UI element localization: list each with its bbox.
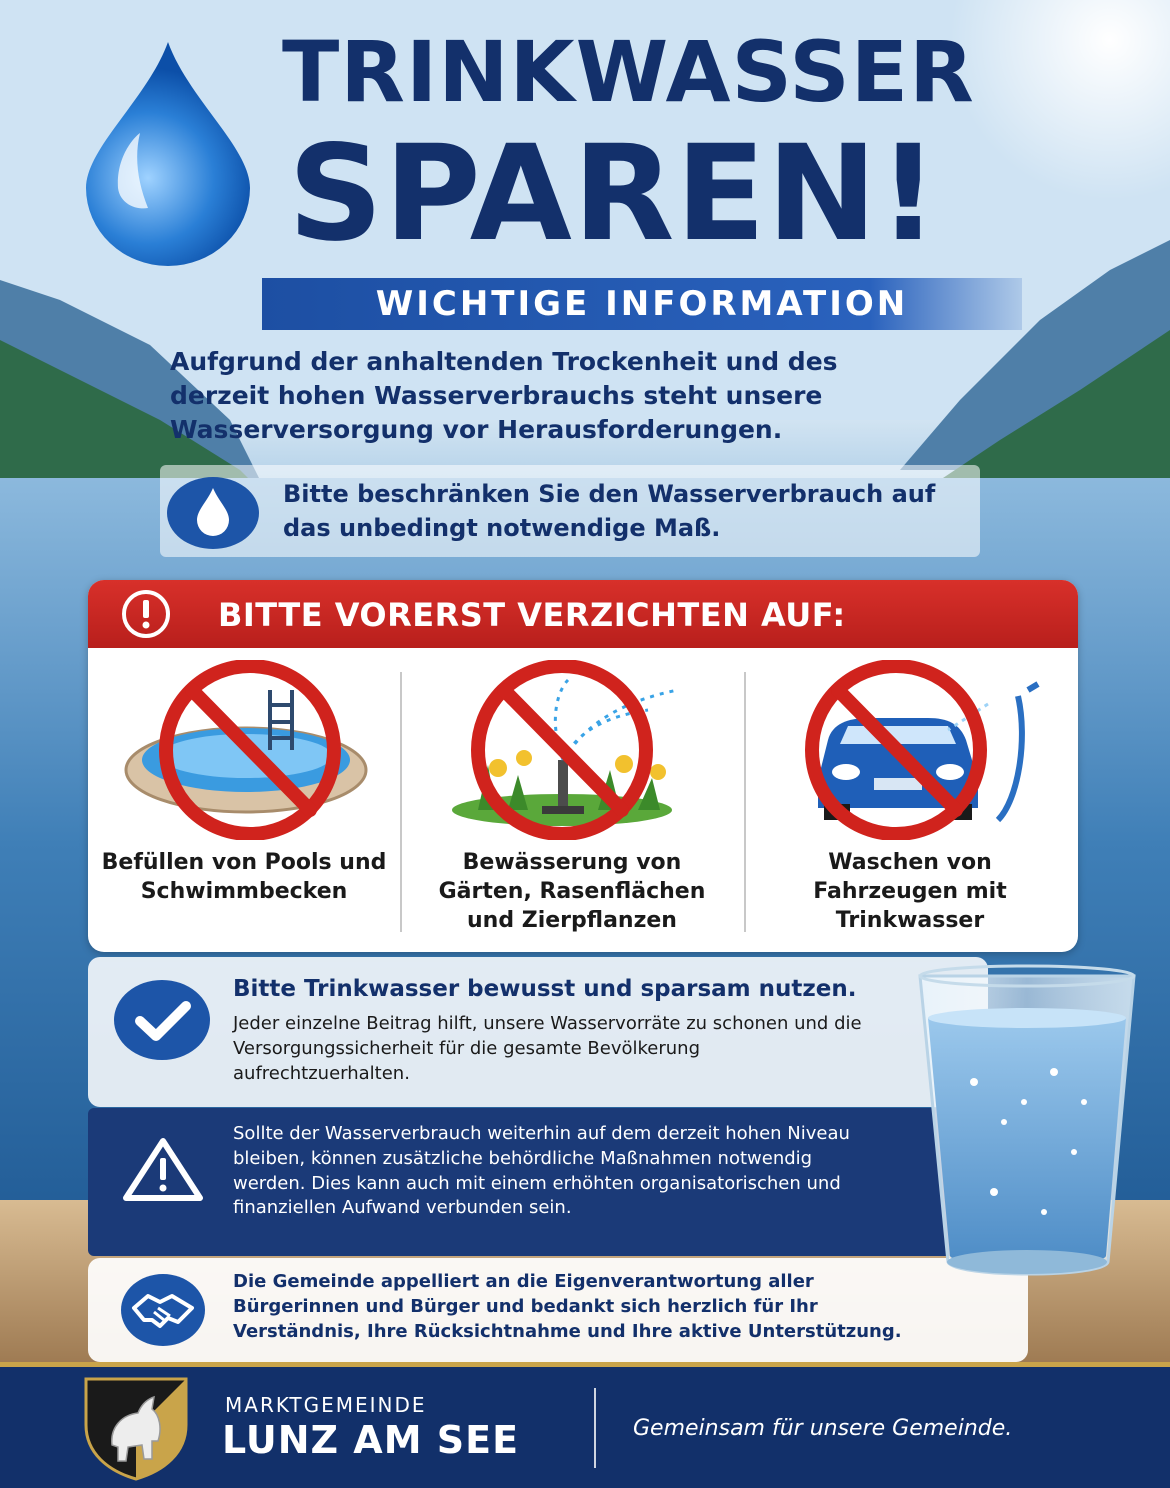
no-sprinkler-icon (438, 660, 718, 840)
exclamation-circle-icon (118, 588, 174, 640)
info-banner-label: WICHTIGE INFORMATION (375, 284, 909, 324)
column-divider (400, 672, 402, 932)
warning-text: Sollte der Wasserverbrauch weiterhin auf dem derzeit hohen Niveau bleiben, können zusätzliche behördliche Maßnahmen notwendig werden. Dies kann auch mit einem erhöhten organisatorischen und finanziellen Aufwand verbunden sein. (233, 1123, 850, 1219)
use-wisely-heading: Bitte Trinkwasser bewusst und sparsam nutzen. (233, 976, 857, 1002)
restriction-label-pool: Befüllen von Pools und Schwimmbecken (101, 850, 387, 905)
restriction-label-garden: Bewässerung von Gärten, Rasenflächen und Zierpflanzen (438, 850, 706, 934)
page-title-line2: SPAREN! (288, 117, 940, 271)
restriction-label-car: Waschen von Fahrzeugen mit Trinkwasser (813, 850, 1007, 934)
no-pool-icon (120, 660, 380, 840)
footer-divider (594, 1388, 596, 1468)
drop-circle-icon (165, 474, 263, 552)
use-wisely-text: Jeder einzelne Beitrag hilft, unsere Wasservorräte zu schonen und die Versorgungssicherheit für die gesamte Bevölkerung aufrechtzuerhalten. (233, 1013, 862, 1084)
water-drop-icon (78, 38, 258, 268)
restrictions-title: BITTE VORERST VERZICHTEN AUF: (218, 596, 846, 634)
footer-org-small: MARKTGEMEINDE (225, 1393, 427, 1417)
footer-slogan: Gemeinsam für unsere Gemeinde. (633, 1416, 1013, 1441)
intro-text: Aufgrund der anhaltenden Trockenheit und des derzeit hohen Wasserverbrauchs steht unsere Wasserversorgung vor Herausforderungen. (170, 347, 838, 444)
checkmark-circle-icon (110, 978, 214, 1062)
page-title-line1: TRINKWASSER (282, 23, 975, 121)
appeal-text: Die Gemeinde appelliert an die Eigenverantwortung aller Bürgerinnen und Bürger und bedankt sich herzlich für Ihr Verständnis, Ihre Rücksichtnahme und Ihre aktive Unterstützung. (233, 1271, 902, 1342)
handshake-icon (118, 1272, 208, 1348)
column-divider (744, 672, 746, 932)
limit-notice-text: Bitte beschränken Sie den Wasserverbrauch auf das unbedingt notwendige Maß. (283, 480, 936, 542)
no-car-wash-icon (788, 660, 1058, 840)
info-banner (262, 278, 1022, 330)
warning-triangle-icon (120, 1136, 206, 1204)
footer-org-name: LUNZ AM SEE (222, 1418, 520, 1462)
restrictions-card (88, 580, 1078, 952)
coat-of-arms-logo (82, 1375, 190, 1481)
water-glass-icon (914, 962, 1144, 1288)
